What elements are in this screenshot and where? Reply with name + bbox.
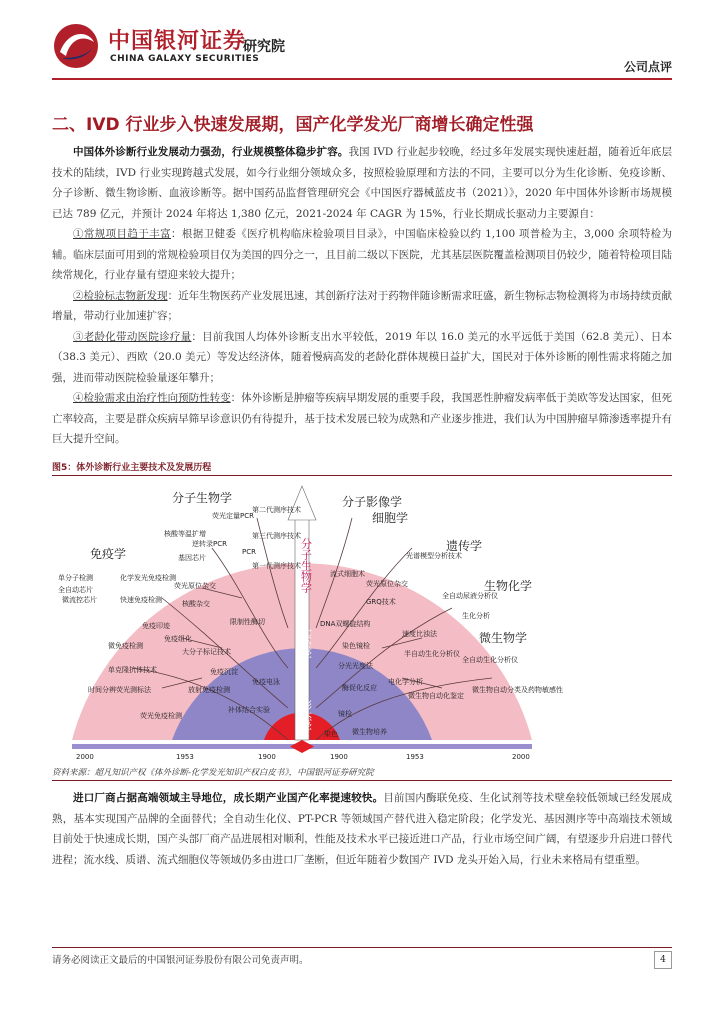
term-right: 流式细胞术 <box>330 570 365 578</box>
page-number: 4 <box>654 951 672 969</box>
center-label-morphology: 形态学 <box>299 700 313 733</box>
page-header <box>0 0 724 80</box>
term-right: 镜检 <box>338 710 352 718</box>
term-right: 生化分析 <box>462 612 490 620</box>
term-left: 免疫组化 <box>164 635 192 643</box>
field-immunology: 免疫学 <box>90 547 127 561</box>
term-left: 微免疫检测 <box>108 642 143 650</box>
term-left: 时间分辨荧光测标法 <box>88 686 151 694</box>
point-2-head: ②检验标志物新发现 <box>73 289 168 302</box>
term-left: PCR <box>242 548 256 556</box>
term-right: 电化学分析 <box>388 678 423 686</box>
term-left: 单分子检测 <box>58 574 93 582</box>
galaxy-logo-icon <box>52 22 100 70</box>
term-left: 化学发光免疫检测 <box>120 574 176 582</box>
term-left: 核酸等温扩增 <box>164 530 206 538</box>
term-right: 速度比浊法 <box>402 630 437 638</box>
term-left: 放射免疫检测 <box>188 686 230 694</box>
timeline-label: 1900 <box>330 753 348 761</box>
term-left: 第二代测序技术 <box>252 506 301 514</box>
term-left: 大分子标记技术 <box>182 648 231 656</box>
term-left: 补体结合实验 <box>228 706 270 714</box>
point-2-text: ：近年生物医药产业发展迅速，其创新疗法对于药物伴随诊断需求旺盛，新生物标志物检测将为市场持续贡献增量，带动行业加速扩容； <box>52 289 673 322</box>
footer-divider <box>52 947 672 948</box>
term-right: DNA双螺旋结构 <box>320 620 371 628</box>
logo-chinese-name: 中国银河证券 <box>108 29 247 54</box>
term-right: 微生物自动分类及药物敏感性 <box>472 686 563 694</box>
intro-body: 我国 IVD 行业起步较晚，经过多年发展实现快速赶超，随着近年底层技术的陆续，IVD 行业实现跨越式发展，如今行业细分领域众多，按照检验原理和方法的不同，主要可以分为生化诊断、免疫诊断、分子诊断、微生物诊断、血液诊断等。据中国药品监督管理研究会《中国医疗器械蓝皮书（2021）》，2020 年中国体外诊断市场规模已达 789 亿元，并预计 2024 年将达 1,380 亿元，2021-2024 年 CAGR 为 15%，行业长期成长驱动力主要源自： <box>52 146 673 220</box>
field-cytology: 细胞学 <box>372 511 409 525</box>
point-3-head: ③老龄化带动医院诊疗量 <box>73 330 192 343</box>
center-label-molecular: 分子生物学 <box>299 538 313 593</box>
timeline-label: 1900 <box>258 753 276 761</box>
center-arrow-head <box>288 486 316 520</box>
center-label-experimental: 实验学 <box>299 628 313 661</box>
ivd-technology-tree-figure <box>52 478 563 761</box>
footer-disclaimer: 请务必阅读正文最后的中国银河证券股份有限公司免责声明。 <box>52 955 309 966</box>
timeline-label: 1953 <box>176 753 194 761</box>
term-left: 免疫沉淀 <box>210 668 238 676</box>
term-right: 染色 <box>324 730 338 738</box>
institute-label: 研究院 <box>243 39 285 55</box>
term-right: 光谱模型分析技术 <box>406 552 462 560</box>
timeline-label: 2000 <box>512 753 530 761</box>
logo-english-name: CHINA GALAXY SECURITIES <box>110 54 260 64</box>
field-microbiology: 微生物学 <box>479 631 528 645</box>
intro-paragraph <box>52 142 672 450</box>
point-1-head: ①常规项目趋于丰富 <box>73 228 171 240</box>
field-molecular-imaging: 分子影像学 <box>342 495 403 509</box>
term-left: 微流控芯片 <box>62 596 97 604</box>
term-right: 微生物培养 <box>352 728 387 736</box>
point-4-head: ④检验需求由治疗性向预防性转变 <box>73 392 231 404</box>
term-right: 酶促化反应 <box>342 684 377 692</box>
term-left: 第三代测序技术 <box>252 532 301 540</box>
term-left: 全自动芯片 <box>58 586 93 594</box>
domestic-substitution-paragraph <box>52 788 672 870</box>
header-divider <box>52 78 672 80</box>
field-molecular-biology: 分子生物学 <box>172 491 233 505</box>
section-title: 二、IVD 行业步入快速发展期，国产化学发光厂商增长确定性强 <box>52 115 534 135</box>
term-right: 全自动尿液分析仪 <box>442 592 498 600</box>
figure-bottom-rule <box>52 780 672 781</box>
timeline-label: 1953 <box>406 753 424 761</box>
term-left: 基因芯片 <box>178 554 206 562</box>
term-left: 荧光定量PCR <box>212 512 254 520</box>
figure-title: 图5：体外诊断行业主要技术及发展历程 <box>52 463 212 473</box>
field-genetics: 遗传学 <box>446 539 483 553</box>
field-biochemistry: 生物化学 <box>484 579 533 593</box>
timeline-label: 2000 <box>76 753 94 761</box>
term-right: 荧光原位杂交 <box>366 580 408 588</box>
figure-top-rule <box>52 475 672 476</box>
point-3-text: ：目前我国人均体外诊断支出水平较低，2019 年以 16.0 美元的水平远低于美国（62.8 美元）、日本（38.3 美元）、西欧（20.0 美元）等发达经济体，随着慢病高发的老龄化群体规模日益扩大，国民对于体外诊断的刚性需求将随之加强，进而带动医院检验量逐年攀升； <box>52 330 672 384</box>
term-right: 染色镜检 <box>342 642 370 650</box>
term-left: 快速免疫检测 <box>120 596 162 604</box>
term-left: 单克隆抗体技术 <box>108 666 157 674</box>
point-4-text: ：体外诊断是肿瘤等疾病早期发展的重要手段，我国恶性肿瘤发病率低于美欧等发达国家，但死亡率较高，主要是群众疾病早筛早诊意识仍有待提升，基于技术发展已较为成熟和产业逐步推进，我们认为中国肿瘤早筛渗透率提升有巨大提升空间。 <box>52 392 673 445</box>
term-left: 免疫印迹 <box>142 622 170 630</box>
intro-lead: 中国体外诊断行业发展动力强劲，行业规模整体稳步扩容。 <box>73 146 349 158</box>
term-left: 第一代测序技术 <box>252 562 301 570</box>
document-type: 公司点评 <box>623 60 672 74</box>
point-1-text: ：根据卫健委《医疗机构临床检验项目目录》，中国临床检验以约 1,100 项普检为主，3,000 余项特检为辅。临床层面可用到的常规检验项目仅为美国的四分之一，且目前二级以下医院，尤其基层医院覆盖检测项目仍较少，随着特检项目陆续常规化，行业存量有望迎来较大提升； <box>52 228 672 281</box>
term-left: 荧光原位杂交 <box>174 582 216 590</box>
term-right: 全自动生化分析仪 <box>462 656 518 664</box>
term-left: 核酸杂交 <box>182 600 210 608</box>
term-right: GRQ技术 <box>366 598 396 606</box>
term-right: 微生物自动化鉴定 <box>408 692 464 700</box>
timeline-labels <box>76 753 530 761</box>
figure-source: 资料来源：超凡知识产权《体外诊断-化学发光知识产权白皮书》，中国银河证券研究院 <box>52 768 374 778</box>
term-right: 分光光度法 <box>338 662 373 670</box>
para2-body: 目前国内酶联免疫、生化试剂等技术壁垒较低领域已经发展成熟，基本实现国产品牌的全面替代；全自动生化仪、PT-PCR 等领域国产替代进入稳定阶段；化学发光、基因测序等中高端技术领域目前处于快速成长期，国产头部厂商产品进展相对顺利，性能及技术水平已接近进口产品，行业市场空间广阔，有望逐步升启进口替代进程；流水线、质谱、流式细胞仪等领域仍多由进口厂垄断，但近年随着少数国产 IVD 龙头开始入局，行业未来格局有望重塑。 <box>52 792 673 866</box>
term-left: 限制性酶切 <box>230 618 265 626</box>
timeline-axis <box>72 740 532 753</box>
term-left: 荧光免疫检测 <box>140 712 182 720</box>
para2-lead: 进口厂商占据高端领域主导地位，成长期产业国产化率提速较快。 <box>73 792 384 804</box>
term-left: 逆转录PCR <box>192 540 227 548</box>
term-right: 半自动生化分析仪 <box>404 650 460 658</box>
term-left: 免疫电泳 <box>252 678 280 686</box>
